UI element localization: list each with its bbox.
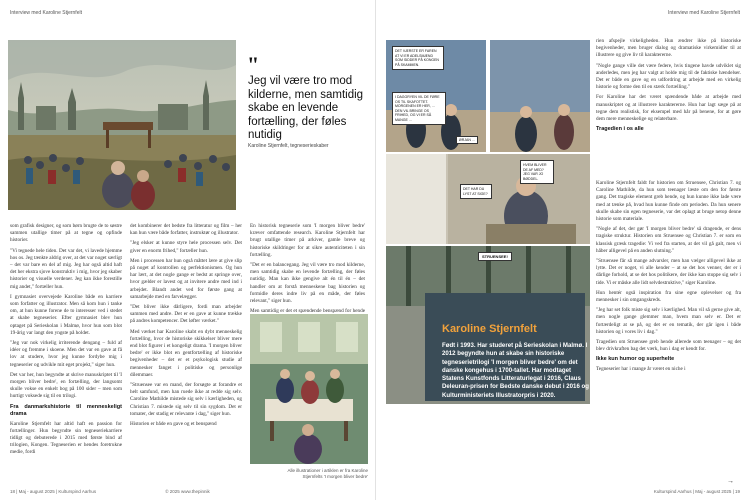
paragraph: Tegneserier har i mange år været en niche i [596, 366, 686, 373]
article-column-3 [250, 223, 365, 315]
paragraph: det kombinerer det bedste fra litteratur og film – her kan hun være både forfatter, instruktør og illustrator. [130, 223, 242, 237]
paragraph: "Struensee var en mand, der forsøgte at forandre et helt samfund, men han ruede ikke at redde sig selv. Caroline Mathilde mistede sig selv i kærligheden, og Christian 7. mistede sig selv til sin sygdom. Det er tomater, der stadig er relevante i dag," siger hun. [130, 382, 242, 417]
pull-quote-source: Karoline Stjernfelt, tegneserieskaber [248, 143, 329, 149]
paragraph: Historien er både en gave og et benspænd [130, 421, 217, 428]
right-footer: Kulturspind Aarhus | Maj - august 2025 | 19 [653, 489, 740, 494]
dining-scene-illustration [250, 314, 368, 464]
speech-bubble: HVEM BLIVER DE AF MED? JEG VAR JO BØDDEL. [520, 160, 554, 184]
bio-text: Født i 1993. Har studeret på Serieskolan i Malmø. I 2012 begyndte hun at skabe sin historiske tegneserietrilogi 'I morgen bliver bedre' om det danske kongehus i 1700-tallet. Har modtaget Statens Kunstfonds Litteraturlegat i 2016, Claus Deleuran-prisen for Bedste danske debut i 2016 og Kulturministeriets Illustratorpris i 2020. [442, 342, 589, 399]
speech-bubble: I DAGGRYEN VIL DE FØRE OS TIL SKAFOTTET. MORGENEN ER HER, ... DEN VIL BRINGE OS FRIHED, OG VI ER SÅ MANGE ... [392, 92, 446, 125]
comic-middle-art [386, 154, 590, 244]
section-heading: Ikke kun humor og superhelte [596, 356, 675, 363]
article-column-right-top [596, 38, 741, 178]
center-footer: © 2025 www.thepinnik [165, 489, 210, 494]
quote-mark-icon: " [247, 52, 260, 77]
paragraph: "Jeg har set folk miste sig selv i kærlighed. Man vil så gerne give alt, men nogle gange glemmer man, hvem man selv er. Det er fortærdeligt at se på, og det er en tematik, der går igen i både historien og i vores liv i dag." [596, 307, 741, 335]
paragraph: "Det er en balancegang. Jeg vil være tro mod kilderne, men samtidig skabe en levende fortælling, der føles nutidig. Man kan ikke gengive alt én til én – det handler om at forstå menneskene bag historien og formidle deres indre liv på en måde, der føles relevant," siger hun. [250, 262, 365, 305]
speech-bubble: STRUENSEE! [478, 252, 512, 261]
historical-scene-art [8, 40, 236, 210]
speech-bubble: ØRJAN ... [456, 136, 478, 144]
speech-bubble: DET HAR DU LYST AT SIGE? [460, 184, 492, 199]
paragraph: "Nogle af det, der gør 'I morgen bliver bedre' så dragende, er dens tragiske struktur. Historien om Struensee og Christian 7. er som en klassisk græsk tragedie: Vi ved fra starten, at det vil gå galt, men vi håber alligevel på en anden slutning." [596, 226, 741, 254]
paragraph: Karoline Stjernfelt har altid haft en passion for fortællinger. Hun begyndte sin tegneseriekarriere tidligt og debuterede i 2015 med første bind af trilogien, Kongen. Tegneserien er hendes foretrukne medie, fordi [10, 420, 122, 456]
paragraph: Hun hentér også inspiration fra sine egne oplevelser og fra mennesker i sin omgangskreds. [596, 289, 741, 304]
paragraph: Det var her, hun begyndte at skrive manuskriptet til 'I morgen bliver bedre', en fortælling, der langsomt skulle vokse en enkelt bog på 100 sider – men som hurtigt voksede sig til en trilogi. [10, 371, 122, 400]
speech-bubble: DET VÆRSTE ER FAREN AT VI ER ADELSMÆND SOM SIDDER PÅ KONGEN PÅ SKAMMEN. [392, 46, 444, 70]
dining-scene-art [250, 314, 368, 464]
paragraph: Tragedien om Struensee greb hende allerede som teenager – og det blev drivkraften bag det værk, hun i dag er kendt for. [596, 339, 741, 353]
paragraph: "Jeg var nok virkelig irriterende dengang – fuld af idéer og fremme i skoene. Men det var en gave at få lov at studere, hvor jeg kunne fordybe mig i tegneserier og udvikle mit eget projekt," siger hun. [10, 340, 122, 368]
historical-scene-illustration [8, 40, 236, 210]
paragraph: I gymnasiet overvejede Karoline både en karriere som forfatter og illustrator. Men så kom hun i tanke om, at hun kunne forene de to interesser ved i stedet at skabe tegneserier. Efter gymnasiet blev hun optaget på Serieskolan i Malmø, hvor hun som blot 19-årig var langt den yngste på holdet. [10, 293, 122, 336]
paragraph: Men samtidig er det et spændende benspænd for hende [250, 308, 365, 315]
bio-name: Karoline Stjernfelt [442, 323, 537, 335]
pull-quote: Jeg vil være tro mod kilderne, men samtidig skabe en levende fortælling, der føles nutidig [248, 75, 364, 141]
paragraph: "Jeg elsker at kunne styre hele processen selv. Det giver en enorm frihed," fortæller hun. [130, 240, 242, 254]
left-running-header: Interview med Karoline Stjernfelt [10, 10, 82, 16]
right-running-header: Interview med Karoline Stjernfelt [668, 10, 740, 16]
paragraph: "Vi tegnede hele tiden. Det var det, vi lavede hjemme hos os. Jeg tænkte aldrig over, at det var noget særligt – det var bare en del af mig. Jeg har også altid haft det her ekstra sjove konstruktiv i mig, hvor jeg skaber historier og visuelle verdener. Jeg kan ikke forestille mig andet," fortæller hun. [10, 247, 122, 290]
continue-arrow-icon: → [727, 478, 734, 485]
paragraph: "Struensee får så mange advarsler, men han vælger alligevel ikke at lytte. Det er noget, vi alle kender – at se det hos venner, der er i dårlige forhold, at se det hos politikere, der ikke kan stoppe sig selv i tide. Vi er måske alle lidt selvdestruktive," siger Karoline. [596, 258, 741, 286]
paragraph: "Nogle gange ville det være federe, hvis tingene havde udviklet sig anderledes, men jeg har valgt at holde mig til de faktiske hændelser. Det er både en gave og en udfordring at arbejde med en virkelig historie og forme den til en stærk fortælling." [596, 62, 741, 91]
section-heading: Tragedien i os alle [596, 126, 644, 133]
left-footer: 18 | Maj - august 2025 | Kulturspind Aarhus [10, 489, 97, 494]
paragraph: Men i processen har hun også måttet lære at give slip på noget af kontrollen og perfektionismen. Og hun har lært, at det nogle gange er bedst at springe over, hvor gælder er lavest og at invitere andre med ind i arbejdet. Blandt andet ved for første gang at samarbejde med en farvelægger. [130, 257, 242, 300]
paragraph: Med værket har Karoline skabt en dybt menneskelig fortælling, hvor de historiske skikkelser bliver mere end blot figurer i et kongeligt drama. 'I morgen bliver bedre' er ikke blot en gentfortælling af historiske begivenheder – det er et psykologisk studie af mennesker fanget i politiske og personlige dilemmaer. [130, 328, 242, 378]
paragraph: Karoline Stjernfelt faldt for historien om Struensee, Christian 7. og Caroline Mathilde, da hun som teenager læste om den for første gang. Det tragiske element greb hende, og hun kunne ikke lade være med at tænke på, hvad hun kunne finde om perioden. Da hun senere skulle skabe sin egen tegneserie, var det oplagt at bruge netop denne historie som materiale. [596, 180, 741, 223]
comic-middle-panel [386, 154, 590, 244]
article-column-2 [130, 223, 242, 487]
paragraph: For Karoline har det været spændende både at arbejde med manuskriptet og at illustrere karaktererne. Hun har lagt sæge på at tegne dem realistisk, for eksempel med hår på benene, for at gøre dem mere menneskelige og relaterbare. [596, 94, 741, 123]
paragraph: som grafisk designer, og som børn brugte de to søstre sammen utallige timer på at tegne og opfinde historier. [10, 223, 122, 244]
illustration-caption: Alle illustrationer i artiklen er fra Karoline Stjernfelts 'I morgen bliver bedre' [287, 468, 368, 479]
paragraph: En historisk tegneserie som 'I morgen bliver bedre' kræver omfattende research. Karoline Stjernfelt har brugt utallige timer på arkiver, gamle breve og historiske skildringer for at sikre autenticiteten i sin fortælling. [250, 223, 365, 258]
paragraph: "Det bliver ikke dårligere, fordi man arbejder sammen med andre. Det er en gave at kunne trække på andres kompetencer. Det løfter værket." [130, 304, 242, 325]
article-column-right [596, 180, 741, 480]
article-column-1 [10, 223, 122, 487]
paragraph: rien afspejle virkeligheden. Hun ændrer ikke på historiske begivenheder, men bruger dialog og dramatiske virkemidler til at illustrere og give liv til karaktererne. [596, 38, 741, 59]
section-heading: Fra danmarkshistorie til menneskeligt drama [10, 403, 122, 417]
